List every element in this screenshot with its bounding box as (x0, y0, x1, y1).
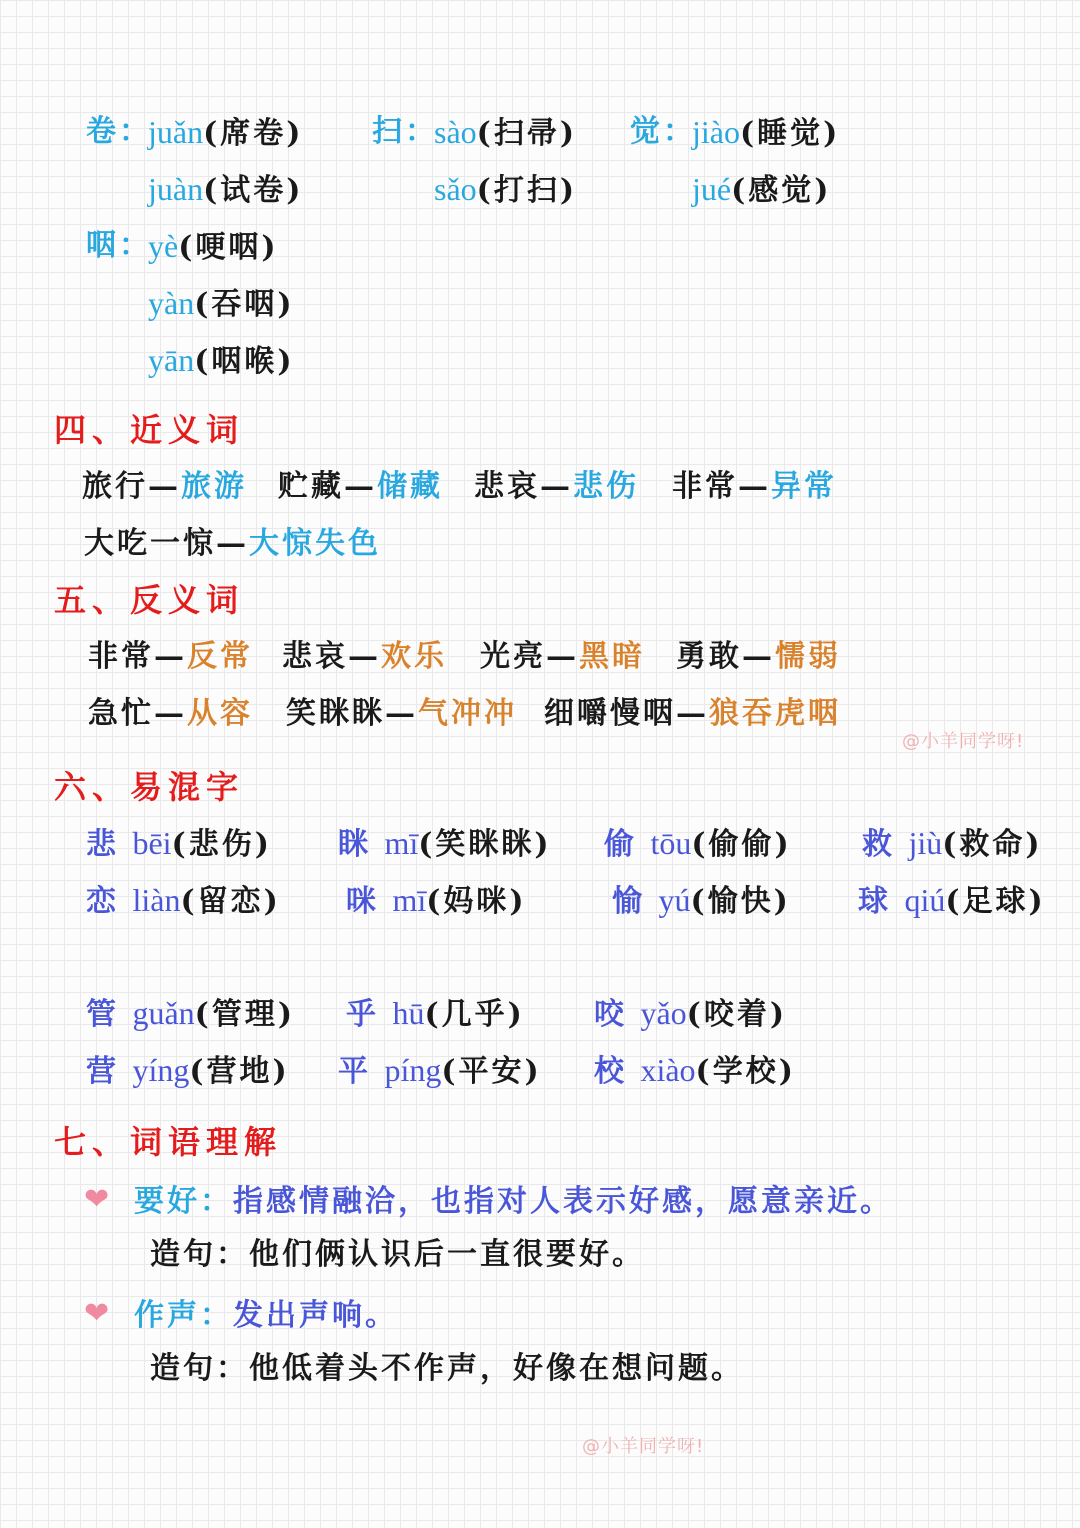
synonym-pair: 旅行—旅游 (82, 469, 247, 504)
confusing-item: 校 xiào(学校) (594, 1052, 796, 1089)
confusing-item: 咬 yǎo(咬着) (594, 995, 788, 1032)
term-definition: 作声：发出声响。 (134, 1298, 398, 1333)
confusing-item: 咪 mī(妈咪) (346, 882, 527, 919)
polyphone-reading: yàn(吞咽) (148, 285, 295, 322)
polyphone-char-juan: 卷： (86, 114, 152, 149)
synonym-pair: 贮藏—储藏 (278, 469, 443, 504)
antonym-pair: 细嚼慢咽—狼吞虎咽 (544, 696, 841, 731)
synonym-pair: 大吃一惊—大惊失色 (84, 526, 381, 561)
watermark: @小羊同学呀! (902, 731, 1025, 752)
polyphone-char-sao: 扫： (372, 114, 438, 149)
polyphone-reading: yè(哽咽) (148, 228, 279, 265)
polyphone-reading: yān(咽喉) (148, 342, 295, 379)
heading-antonyms: 五、反义词 (54, 581, 245, 619)
confusing-item: 管 guǎn(管理) (86, 995, 296, 1032)
antonym-pair: 笑眯眯—气冲冲 (286, 696, 517, 731)
antonym-pair: 光亮—黑暗 (480, 639, 645, 674)
confusing-item: 悲 bēi(悲伤) (86, 825, 272, 862)
antonym-pair: 急忙—从容 (88, 696, 253, 731)
confusing-item: 乎 hū(几乎) (346, 995, 525, 1032)
antonym-pair: 勇敢—懦弱 (676, 639, 841, 674)
antonym-pair: 非常—反常 (88, 639, 253, 674)
polyphone-char-yan: 咽： (86, 228, 152, 263)
confusing-item: 救 jiù(救命) (862, 825, 1043, 862)
confusing-item: 营 yíng(营地) (86, 1052, 290, 1089)
synonym-pair: 悲哀—悲伤 (474, 469, 639, 504)
confusing-item: 眯 mī(笑眯眯) (338, 825, 552, 862)
heading-synonyms: 四、近义词 (54, 411, 245, 449)
polyphone-char-jue: 觉： (630, 114, 696, 149)
confusing-item: 偷 tōu(偷偷) (604, 825, 792, 862)
term-definition: 要好：指感情融洽，也指对人表示好感，愿意亲近。 (134, 1184, 893, 1219)
heading-confusing: 六、易混字 (54, 768, 245, 806)
polyphone-reading: sǎo(打扫) (434, 171, 578, 208)
antonym-pair: 悲哀—欢乐 (282, 639, 447, 674)
watermark: @小羊同学呀! (582, 1436, 705, 1457)
polyphone-reading: jiào(睡觉) (692, 114, 841, 151)
confusing-item: 恋 liàn(留恋) (86, 882, 281, 919)
confusing-item: 愉 yú(愉快) (612, 882, 791, 919)
polyphone-reading: juàn(试卷) (148, 171, 304, 208)
polyphone-reading: sào(扫帚) (434, 114, 578, 151)
example-sentence: 造句：他们俩认识后一直很要好。 (150, 1237, 645, 1272)
synonym-pair: 非常—异常 (672, 469, 837, 504)
confusing-item: 球 qiú(足球) (858, 882, 1046, 919)
heart-icon: ❤ (84, 1296, 110, 1331)
heart-icon: ❤ (84, 1182, 110, 1217)
heading-understanding: 七、词语理解 (54, 1123, 283, 1161)
polyphone-reading: juǎn(席卷) (148, 114, 304, 151)
confusing-item: 平 píng(平安) (338, 1052, 542, 1089)
example-sentence: 造句：他低着头不作声，好像在想问题。 (150, 1351, 744, 1386)
polyphone-reading: jué(感觉) (692, 171, 832, 208)
